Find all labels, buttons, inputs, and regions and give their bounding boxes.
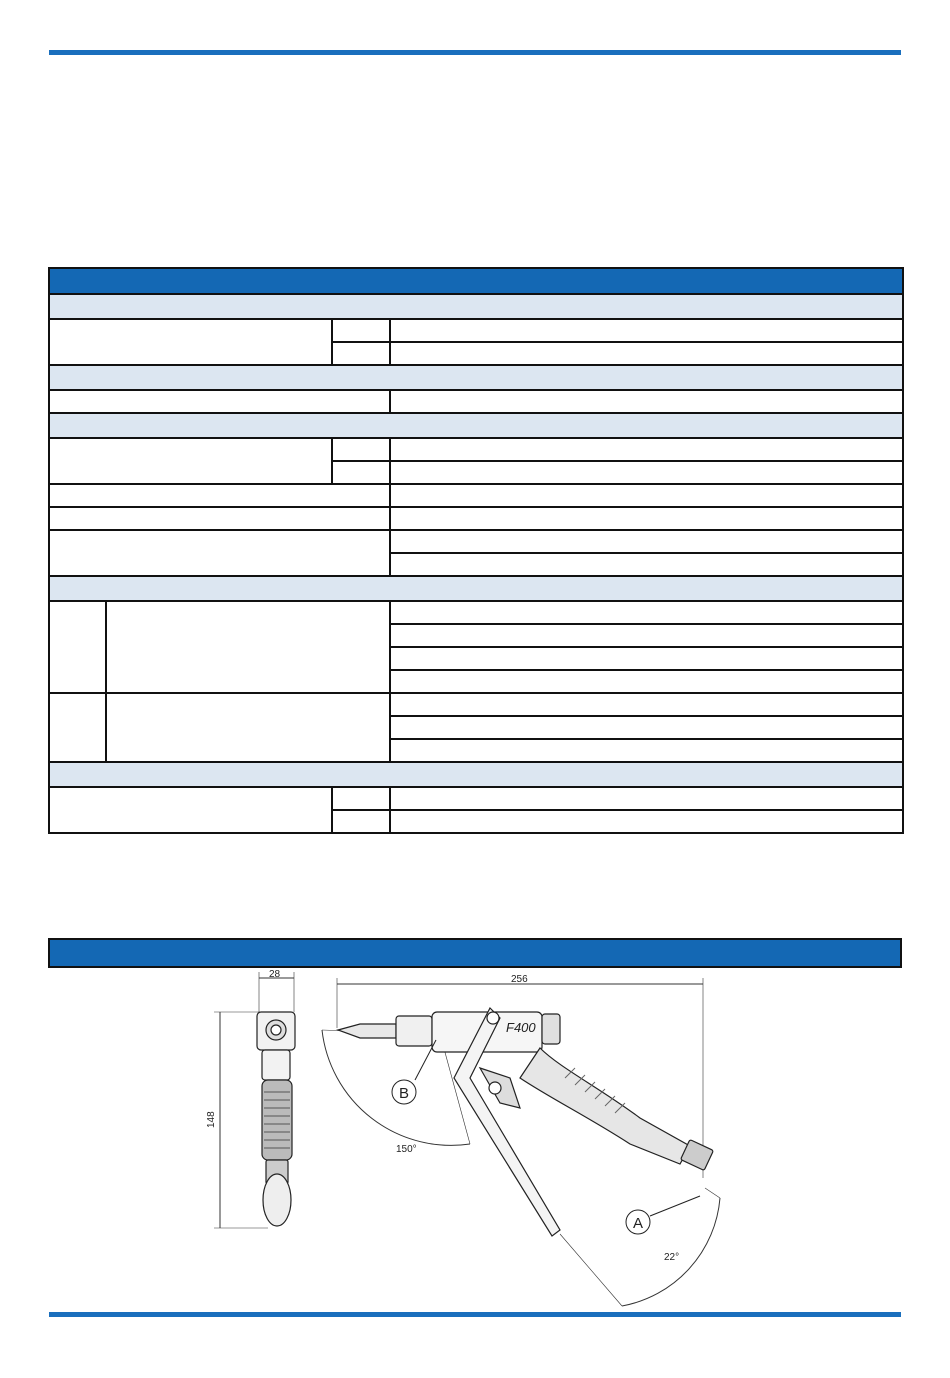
callout-a-label: A — [633, 1215, 644, 1232]
technical-drawing — [0, 968, 950, 1308]
angle-150-label: 150° — [396, 1144, 417, 1155]
spec-table-header — [49, 268, 903, 294]
drawing-section-header — [48, 938, 902, 968]
section-row-5 — [49, 762, 903, 787]
table-row — [49, 693, 903, 716]
section-row-2 — [49, 365, 903, 390]
callout-b-label: B — [399, 1085, 410, 1102]
table-row — [49, 484, 903, 507]
dim-length-label: 256 — [511, 974, 528, 985]
gun-side-view — [338, 1008, 713, 1236]
dim-height-label: 148 — [206, 1111, 217, 1128]
table-row — [49, 438, 903, 461]
table-row — [49, 530, 903, 553]
model-mark: F400 — [506, 1020, 536, 1035]
top-accent-rule — [49, 50, 901, 55]
angle-22-label: 22° — [664, 1252, 680, 1263]
bottom-accent-rule — [49, 1312, 901, 1317]
section-row-1 — [49, 294, 903, 319]
section-row-3 — [49, 413, 903, 438]
spec-table — [48, 267, 904, 834]
spec-table-header-cell — [49, 268, 903, 294]
table-row — [49, 787, 903, 810]
gun-front-view — [257, 1012, 295, 1226]
table-row — [49, 319, 903, 342]
section-row-4 — [49, 576, 903, 601]
dim-width-label: 28 — [269, 969, 281, 980]
table-row — [49, 507, 903, 530]
table-row — [49, 390, 903, 413]
table-row — [49, 601, 903, 624]
